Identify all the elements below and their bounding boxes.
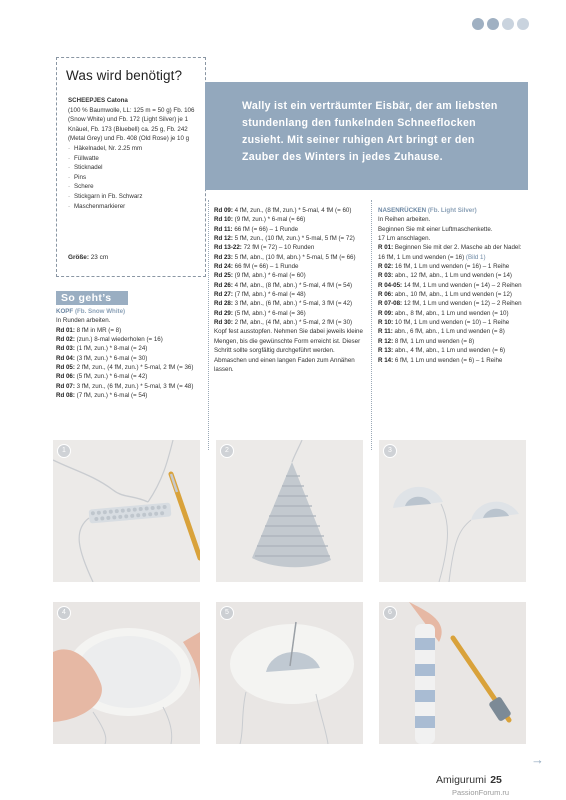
pattern-row xyxy=(378,356,528,365)
row-value: abn., 6 fM, abn., 1 Lm und wenden (= 8) xyxy=(394,328,505,336)
column-divider xyxy=(208,200,209,450)
watermark: PassionForum.ru xyxy=(452,788,510,797)
row-value: 4 fM, abn., (8 fM, abn.) * 5-mal, 4 fM (= 54) xyxy=(234,281,353,289)
row-value: (9 fM, abn.) * 6-mal (= 60) xyxy=(234,272,306,280)
pattern-row xyxy=(378,299,528,308)
row-key: Rd 06: xyxy=(56,373,75,381)
row-key: Rd 28: xyxy=(214,300,233,308)
row-key: Rd 12: xyxy=(214,235,233,243)
head-heading xyxy=(56,307,206,316)
row-value: 4 fM, zun., (8 fM, zun.) * 5-mal, 4 fM (= 60) xyxy=(234,207,352,214)
tool-item: · Häkelnadel, Nr. 2.25 mm xyxy=(68,144,206,154)
tool-item: · Sticknadel xyxy=(68,163,206,173)
nose-row xyxy=(378,243,528,262)
row-key: R 12: xyxy=(378,337,394,345)
row-value: (zun.) 8-mal wiederholen (= 16) xyxy=(76,336,163,344)
row-key: R 11: xyxy=(378,328,393,336)
head-heading-color: (Fb. Snow White) xyxy=(74,308,126,315)
step-photo-4 xyxy=(53,602,200,744)
pattern-row xyxy=(214,262,368,271)
row-value: abn., 10 fM, abn., 1 Lm und wenden (= 12) xyxy=(394,291,512,299)
step-photo-2 xyxy=(216,440,363,582)
tool-item: · Maschenmarkierer xyxy=(68,202,206,212)
materials-list xyxy=(68,96,206,211)
row-value: 66 fM (= 66) – 1 Runde xyxy=(234,263,299,271)
row-value: 3 fM, abn., (6 fM, abn.) * 5-mal, 3 fM (= 42) xyxy=(234,300,353,308)
step-number: 1 xyxy=(57,444,71,458)
header-dot xyxy=(517,18,529,30)
row-key: R 01: xyxy=(378,244,394,252)
row-key: Rd 07: xyxy=(56,382,75,390)
row-value: 12 fM, 1 Lm und wenden (= 12) – 2 Reihen xyxy=(403,300,522,308)
nose-rows xyxy=(378,262,528,365)
row-key: R 09: xyxy=(378,309,394,317)
pattern-row xyxy=(214,215,368,224)
nose-intro-1: In Reihen arbeiten. xyxy=(378,216,431,224)
materials-title: Was wird benötigt? xyxy=(66,68,183,83)
pattern-row xyxy=(214,318,368,327)
row-key: Rd 02: xyxy=(56,336,75,344)
tool-item: · Füllwatte xyxy=(68,154,206,164)
row-value: Beginnen Sie mit der 2. Masche ab der Nadel: 16 fM, 1 Lm und wenden (= 16) xyxy=(378,244,522,261)
pattern-row xyxy=(56,382,206,391)
image-reference: (Bild 1) xyxy=(465,253,486,261)
tool-item: · Schere xyxy=(68,182,206,192)
row-value: (3 fM, zun.) * 6-mal (= 30) xyxy=(76,354,148,362)
pattern-row xyxy=(378,281,528,290)
row-value: (5 fM, abn.) * 6-mal (= 36) xyxy=(234,309,306,317)
pattern-row xyxy=(214,271,368,280)
page-footer xyxy=(436,774,502,786)
head-rounds xyxy=(56,326,206,401)
pattern-row xyxy=(214,253,368,262)
stuffing-note: Kopf fest ausstopfen. Nehmen Sie dabei jeweils kleine Mengen, bis die gewünschte Form erreicht ist. Dieser Schritt sollte sorgfältig durchgeführt werden. xyxy=(214,328,363,355)
row-value: 8 fM in MR (= 8) xyxy=(76,326,122,334)
row-value: 2 fM, zun., (4 fM, zun.) * 5-mal, 2 fM (= 36) xyxy=(76,364,194,372)
row-value: (5 fM, zun.) * 6-mal (= 42) xyxy=(76,373,148,381)
pattern-row xyxy=(214,206,368,215)
row-value: (7 fM, abn.) * 6-mal (= 48) xyxy=(234,291,306,299)
step-number: 2 xyxy=(220,444,234,458)
row-value: abn., 8 fM, abn., 1 Lm und wenden (= 10) xyxy=(394,309,509,317)
tool-item: · Stickgarn in Fb. Schwarz xyxy=(68,192,206,202)
yarn-brand: SCHEEPJES Catona xyxy=(68,97,128,104)
row-key: R 07-08: xyxy=(378,300,403,308)
head-heading-label: KOPF xyxy=(56,308,74,315)
pattern-column-1 xyxy=(56,307,206,400)
pattern-row xyxy=(214,225,368,234)
row-value: 72 fM (= 72) – 10 Runden xyxy=(243,244,315,252)
row-key: Rd 05: xyxy=(56,364,75,372)
row-value: abn., 12 fM, abn., 1 Lm und wenden (= 14) xyxy=(394,272,512,280)
row-value: 6 fM, 1 Lm und wenden (= 6) – 1 Reihe xyxy=(394,356,503,364)
pattern-row xyxy=(378,309,528,318)
row-key: Rd 27: xyxy=(214,291,233,299)
row-key: Rd 11: xyxy=(214,225,233,233)
tool-item: · Pins xyxy=(68,173,206,183)
row-key: Rd 10: xyxy=(214,216,233,224)
yarn-details: (100 % Baumwolle, LL: 125 m = 50 g) Fb. 106 (Snow White) und Fb. 172 (Light Silver) je 1 Knäuel, Fb. 173 (Bluebell) ca. 25 g, Fb. 242 (Metal Grey) und Fb. 408 (Old Rose) je 10 g xyxy=(68,106,195,143)
step-number: 5 xyxy=(220,606,234,620)
row-value: 66 fM (= 66) – 1 Runde xyxy=(234,225,299,233)
pattern-row xyxy=(214,309,368,318)
row-value: 8 fM, 1 Lm und wenden (= 8) xyxy=(394,337,475,345)
row-key: Rd 30: xyxy=(214,319,233,327)
row-key: Rd 08: xyxy=(56,392,75,400)
header-dot xyxy=(472,18,484,30)
pattern-row xyxy=(56,335,206,344)
pattern-row xyxy=(214,290,368,299)
magazine-name: Amigurumi xyxy=(436,774,487,786)
row-value: 16 fM, 1 Lm und wenden (= 16) – 1 Reihe xyxy=(394,263,510,271)
row-value: 5 fM, abn., (10 fM, abn.) * 5-mal, 5 fM (= 66) xyxy=(234,253,356,261)
finish-note: Abmaschen und einen langen Faden zum Annähen lassen. xyxy=(214,356,355,373)
step-photo-1 xyxy=(53,440,200,582)
step-number: 3 xyxy=(383,444,397,458)
head-intro: In Runden arbeiten. xyxy=(56,317,111,325)
nose-heading xyxy=(378,206,528,215)
row-key: R 13: xyxy=(378,347,394,355)
row-value: 10 fM, 1 Lm und wenden (= 10) – 1 Reihe xyxy=(394,319,510,327)
pattern-row xyxy=(56,354,206,363)
row-key: R 02: xyxy=(378,263,394,271)
size-label: Größe: xyxy=(68,254,89,261)
section-title: So geht’s xyxy=(61,292,112,304)
pattern-row xyxy=(378,318,528,327)
pattern-row xyxy=(378,337,528,346)
pattern-row xyxy=(378,346,528,355)
row-key: Rd 03: xyxy=(56,345,75,353)
size-value: 23 cm xyxy=(90,254,109,261)
pattern-row xyxy=(214,234,368,243)
pattern-column-3 xyxy=(378,206,528,365)
row-key: Rd 25: xyxy=(214,272,233,280)
step-photo-3 xyxy=(379,440,526,582)
row-value: 5 fM, zun., (10 fM, zun.) * 5-mal, 5 fM (= 72) xyxy=(234,235,355,243)
header-dots xyxy=(472,18,529,30)
row-key: Rd 29: xyxy=(214,309,233,317)
head-rounds-cont xyxy=(214,206,368,327)
pattern-row xyxy=(378,290,528,299)
nose-heading-color: (Fb. Light Silver) xyxy=(427,207,477,214)
pattern-row xyxy=(56,372,206,381)
row-key: R 10: xyxy=(378,319,394,327)
next-page-arrow: → xyxy=(531,752,544,767)
row-key: Rd 04: xyxy=(56,354,75,362)
row-value: (9 fM, zun.) * 6-mal (= 66) xyxy=(234,216,306,224)
row-key: Rd 24: xyxy=(214,263,233,271)
pattern-row xyxy=(56,326,206,335)
row-value: 14 fM, 1 Lm und wenden (= 14) – 2 Reihen xyxy=(403,281,522,289)
pattern-row xyxy=(378,262,528,271)
row-value: (1 fM, zun.) * 8-mal (= 24) xyxy=(76,345,148,353)
pattern-column-2 xyxy=(214,206,368,374)
pattern-row xyxy=(378,327,528,336)
pattern-row xyxy=(378,271,528,280)
size-info xyxy=(68,254,108,261)
pattern-row xyxy=(214,281,368,290)
pattern-row xyxy=(56,363,206,372)
header-dot xyxy=(487,18,499,30)
row-key: Rd 09: xyxy=(214,207,233,214)
row-key: Rd 26: xyxy=(214,281,233,289)
step-photo-5 xyxy=(216,602,363,744)
pattern-row xyxy=(214,299,368,308)
header-dot xyxy=(502,18,514,30)
row-key: R 14: xyxy=(378,356,394,364)
nose-intro-3: 17 Lm anschlagen. xyxy=(378,235,431,243)
row-key: Rd 13-22: xyxy=(214,244,242,252)
pattern-row xyxy=(56,344,206,353)
column-divider xyxy=(371,200,372,450)
page-number: 25 xyxy=(490,774,502,786)
intro-text: Wally ist ein verträumter Eisbär, der am liebsten stundenlang den funkelnden Schneeflocken zusieht. Mit seiner ruhigen Art bringt er den Zauber des Winters in jedes Zuhause. xyxy=(242,100,498,163)
nose-intro-2: Beginnen Sie mit einer Luftmaschenkette. xyxy=(378,225,493,233)
step-number: 6 xyxy=(383,606,397,620)
row-key: Rd 23: xyxy=(214,253,233,261)
row-value: 2 fM, abn., (4 fM, abn.) * 5-mal, 2 fM (= 30) xyxy=(234,319,353,327)
row-key: R 04-05: xyxy=(378,281,403,289)
row-value: abn., 4 fM, abn., 1 Lm und wenden (= 6) xyxy=(394,347,506,355)
step-photo-6 xyxy=(379,602,526,744)
pattern-row xyxy=(56,391,206,400)
pattern-row xyxy=(214,243,368,252)
row-value: (7 fM, zun.) * 6-mal (= 54) xyxy=(76,392,148,400)
nose-heading-label: NASENRÜCKEN xyxy=(378,207,427,214)
row-key: Rd 01: xyxy=(56,326,75,334)
row-key: R 06: xyxy=(378,291,394,299)
tools-list xyxy=(68,144,206,211)
row-key: R 03: xyxy=(378,272,394,280)
row-value: 3 fM, zun., (6 fM, zun.) * 5-mal, 3 fM (= 48) xyxy=(76,382,194,390)
step-number: 4 xyxy=(57,606,71,620)
